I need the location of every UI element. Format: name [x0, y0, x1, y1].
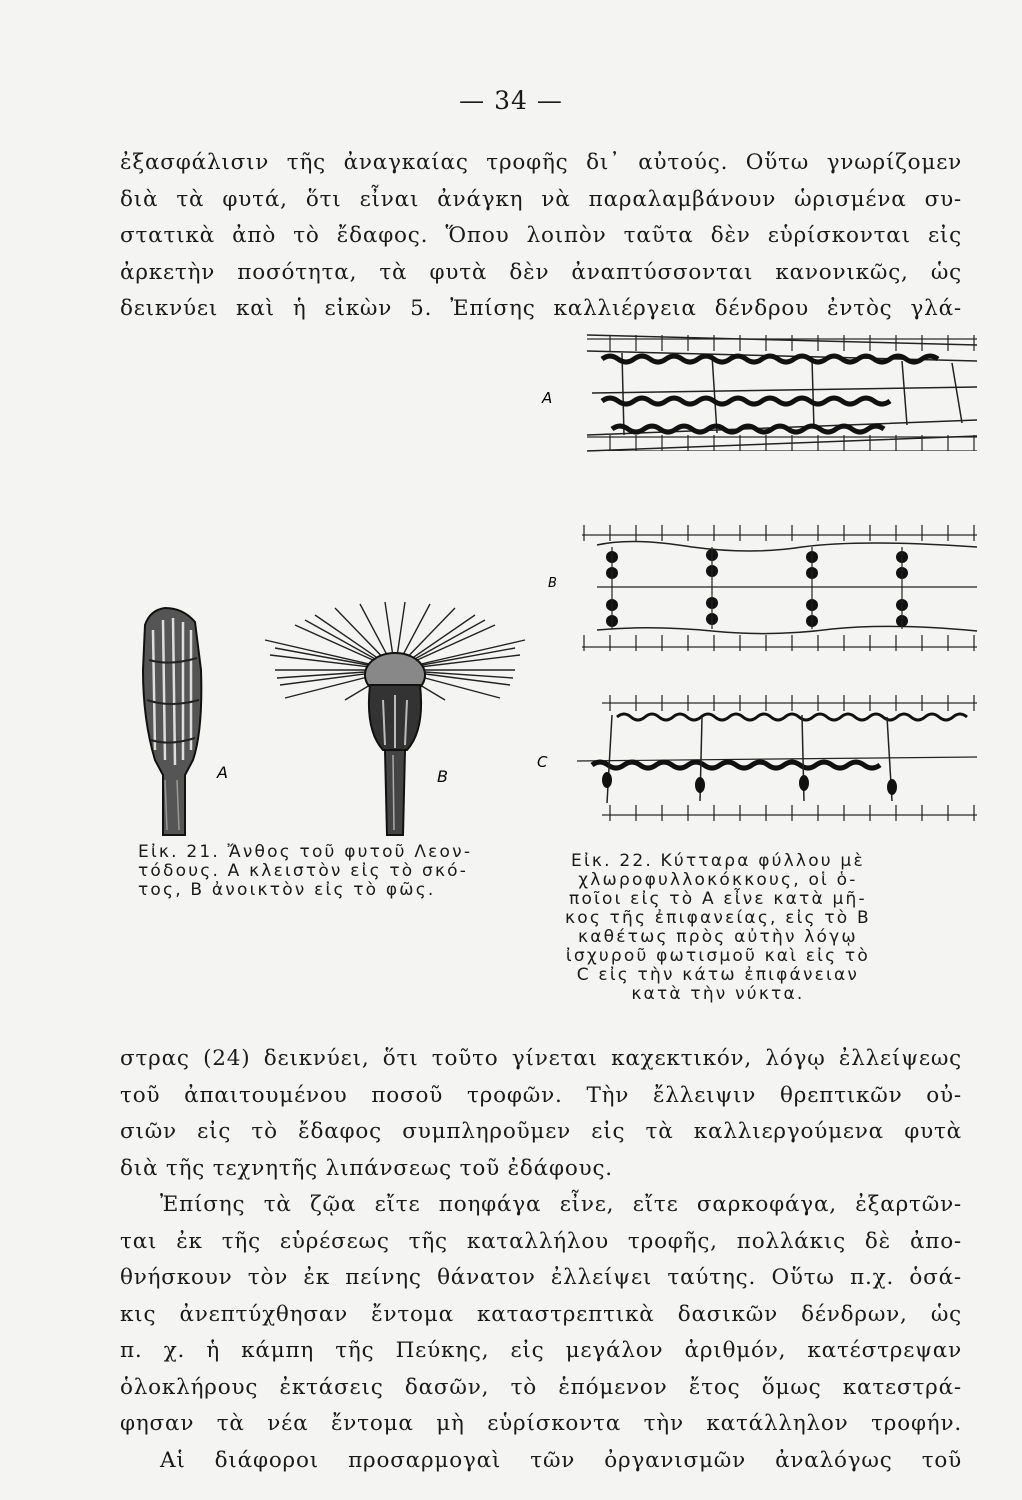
text-line: κις ἀνεπτύχθησαν ἔντομα καταστρεπτικὰ δασικῶν δένδρων, ὡς [120, 1301, 962, 1327]
text-line: π. χ. ἡ κάμπη τῆς Πεύκης, εἰς μεγάλον ἀριθμόν, κατέστρεψαν [120, 1338, 962, 1363]
figure-22-label-b: B [548, 576, 557, 591]
text-line: Αἱ διάφοροι προσαρμογαὶ τῶν ὀργανισμῶν ἀναλόγως τοῦ [160, 1447, 962, 1473]
cells-panel-b [582, 525, 977, 651]
closed-flower-bud [143, 608, 201, 835]
text-line: σιῶν εἰς τὸ ἔδαφος συμπληροῦμεν εἰς τὰ καλλιεργούμενα φυτὰ [120, 1119, 962, 1144]
caption-line: Εἰκ. 21. Ἄνθος τοῦ φυτοῦ Λεον- [138, 842, 473, 862]
figure-21-label-a: A [217, 763, 228, 782]
text-line: στρας (24) δεικνύει, ὅτι τοῦτο γίνεται καχεκτικόν, λόγῳ ἐλλείψεως [120, 1046, 962, 1071]
figure-22-label-c: C [537, 753, 548, 771]
figure-22-caption [565, 852, 871, 1004]
text-line: δεικνύει καὶ ἡ εἰκὼν 5. Ἐπίσης καλλιέργεια δένδρου ἐντὸς γλά- [120, 296, 962, 321]
caption-line: χλωροφυλλοκόκκους, οἱ ὁ- [578, 870, 858, 890]
paragraph-top [120, 145, 962, 328]
text-line: θνήσκουν τὸν ἐκ πείνης θάνατον ἐλλείψει ταύτης. Οὕτω π.χ. ὁσά- [120, 1265, 962, 1290]
figure-21-label-b: B [437, 767, 448, 786]
caption-line: ποῖοι εἰς τὸ Α εἶνε κατὰ μῆ- [569, 889, 867, 909]
text-line: στατικὰ ἀπὸ τὸ ἔδαφος. Ὅπου λοιπὸν ταῦτα δὲν εὑρίσκονται εἰς [120, 223, 962, 248]
figure-21-caption [138, 843, 472, 900]
caption-line: C εἰς τὴν κάτω ἐπιφάνειαν [576, 965, 860, 985]
figure-22-illustration [532, 325, 992, 845]
text-line: ἀρκετὴν ποσότητα, τὰ φυτὰ δὲν ἀναπτύσσονται κανονικῶς, ὡς [120, 259, 962, 285]
text-line: ται ἐκ τῆς εὑρέσεως τῆς καταλλήλου τροφῆς, πολλάκις δὲ ἀπο- [120, 1228, 962, 1254]
caption-line: κος τῆς ἐπιφανείας, εἰς τὸ Β [565, 908, 871, 928]
caption-line: τόδους. Α κλειστὸν εἰς τὸ σκό- [138, 861, 469, 881]
text-line: διὰ τῆς τεχνητῆς λιπάνσεως τοῦ ἐδάφους. [120, 1155, 613, 1181]
caption-line: καθέτως πρὸς αὐτὴν λόγῳ [578, 927, 858, 947]
caption-line: κατὰ τὴν νύκτα. [631, 984, 805, 1004]
text-line: φησαν τὰ νέα ἔντομα μὴ εὑρίσκοντα τὴν κατάλληλον τροφήν. [120, 1411, 962, 1436]
figure-21-illustration [125, 600, 535, 840]
text-line: τοῦ ἀπαιτουμένου ποσοῦ τροφῶν. Τὴν ἔλλειψιν θρεπτικῶν οὐ- [120, 1082, 962, 1108]
caption-line: ἰσχυροῦ φωτισμοῦ καὶ εἰς τὸ [565, 946, 870, 966]
figure-22-label-a: A [542, 389, 553, 407]
cells-panel-a [587, 335, 977, 451]
page-number: — 34 — [459, 86, 563, 115]
text-line: ἐξασφάλισιν τῆς ἀναγκαίας τροφῆς δι᾽ αὐτούς. Οὕτω γνωρίζομεν [120, 150, 962, 175]
cells-panel-c [577, 695, 977, 821]
text-line: ὁλοκλήρους ἐκτάσεις δασῶν, τὸ ἑπόμενον ἔτος ὅμως κατεστρά- [120, 1374, 962, 1400]
text-line: διὰ τὰ φυτά, ὅτι εἶναι ἀνάγκη νὰ παραλαμβάνουν ὡρισμένα συ- [120, 186, 962, 212]
paragraph-bottom [120, 1041, 962, 1479]
open-flower-head [265, 602, 525, 835]
caption-line: Εἰκ. 22. Κύτταρα φύλλου μὲ [571, 851, 865, 871]
caption-line: τος, Β ἀνοικτὸν εἰς τὸ φῶς. [138, 880, 436, 900]
text-line: Ἐπίσης τὰ ζῷα εἴτε ποηφάγα εἶνε, εἴτε σαρκοφάγα, ἐξαρτῶν- [160, 1192, 962, 1217]
